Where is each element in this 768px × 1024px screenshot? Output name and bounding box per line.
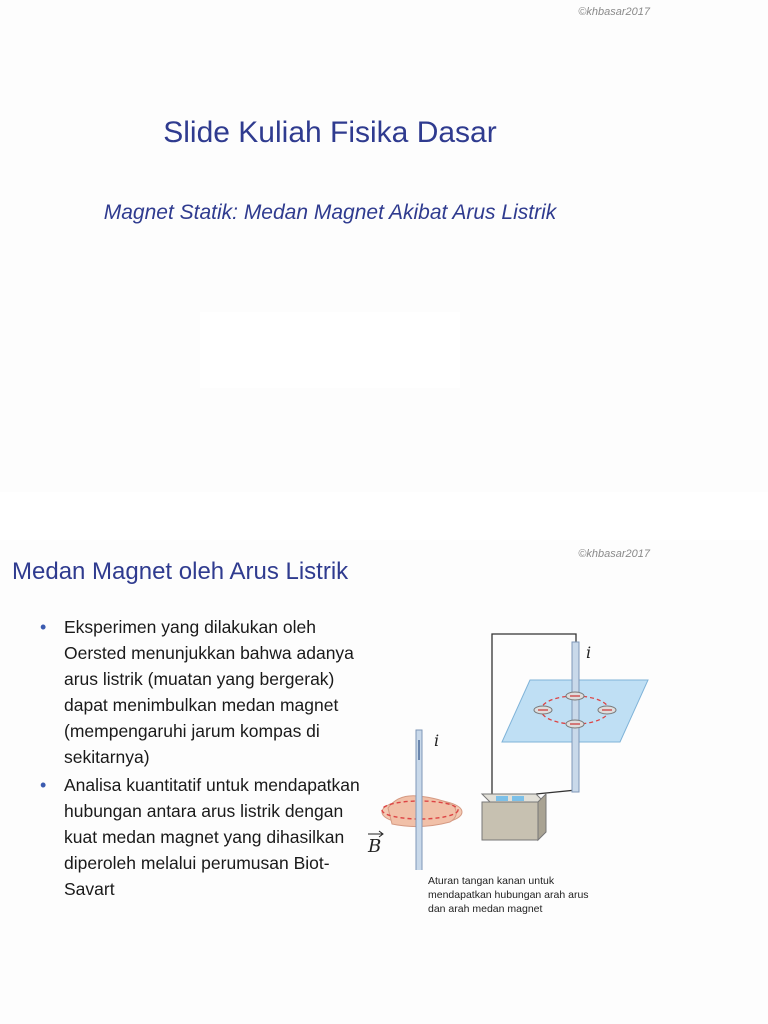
current-label-right: i (586, 643, 592, 662)
blank-placeholder (200, 312, 460, 388)
current-label-left: i (434, 731, 440, 750)
oersted-figure (360, 620, 660, 870)
bullet-icon: • (40, 775, 47, 795)
magnetic-field-label: B (368, 836, 382, 857)
bullet-text: Analisa kuantitatif untuk mendapatkan hubungan antara arus listrik dengan kuat medan magnet yang dihasilkan diperoleh melalui perumusan Biot-Savart (64, 775, 360, 899)
content-slide (0, 540, 768, 1024)
copyright-text: ©khbasar2017 (578, 6, 650, 18)
bullet-item (38, 772, 368, 902)
bullet-text: Eksperimen yang dilakukan oleh Oersted menunjukkan bahwa adanya arus listrik (muatan yang bergerak) dapat menimbulkan medan magnet (mempengaruhi jarum kompas di sekitarnya) (64, 617, 354, 767)
slide-subtitle: Magnet Statik: Medan Magnet Akibat Arus Listrik (103, 201, 557, 224)
bullet-list (38, 614, 368, 904)
figure-caption: Aturan tangan kanan untuk mendapatkan hubungan arah arus dan arah medan magnet (428, 875, 589, 915)
right-hand-rule-illustration (367, 730, 462, 870)
oersted-apparatus (482, 634, 648, 840)
bullet-icon: • (40, 617, 47, 637)
copyright-text: ©khbasar2017 (578, 548, 650, 560)
slide-title: Medan Magnet oleh Arus Listrik (12, 558, 349, 585)
title-slide (0, 0, 768, 492)
slide-title: Slide Kuliah Fisika Dasar (163, 116, 497, 149)
bullet-item (38, 614, 368, 770)
